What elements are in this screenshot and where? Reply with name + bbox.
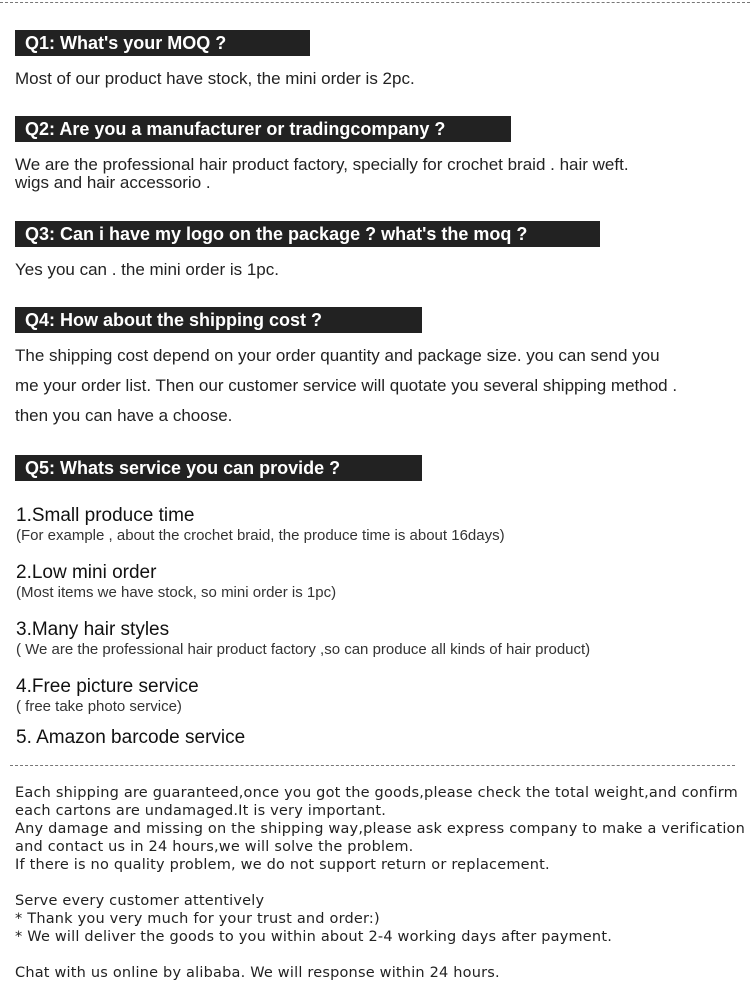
note-line: Any damage and missing on the shipping way,please ask express company to make a verification (15, 821, 746, 837)
service-title-2: 2.Low mini order (16, 562, 157, 583)
service-detail-4: ( free take photo service) (16, 698, 182, 715)
service-title-1: 1.Small produce time (16, 505, 195, 526)
service-title-4: 4.Free picture service (16, 676, 199, 697)
answer-line: Yes you can . the mini order is 1pc. (15, 260, 279, 279)
service-title-5: 5. Amazon barcode service (16, 727, 246, 748)
note-line: Serve every customer attentively (15, 893, 265, 909)
service-detail-2: (Most items we have stock, so mini order is 1pc) (16, 584, 337, 601)
note-line: If there is no quality problem, we do not support return or replacement. (15, 857, 550, 873)
note-line: each cartons are undamaged.It is very important. (15, 803, 387, 819)
answer-line: We are the professional hair product factory, specially for crochet braid . hair weft. (15, 155, 629, 174)
service-detail-3: ( We are the professional hair product factory ,so can produce all kinds of hair product) (16, 641, 591, 658)
faq-answer-3 (15, 261, 279, 279)
answer-line: The shipping cost depend on your order quantity and package size. you can send you (15, 346, 660, 365)
note-line: * We will deliver the goods to you within about 2-4 working days after payment. (15, 929, 613, 945)
faq-question-3: Q3: Can i have my logo on the package ? what's the moq ? (15, 221, 600, 247)
note-line: Each shipping are guaranteed,once you got the goods,please check the total weight,and confirm (15, 785, 738, 801)
contact-note: Chat with us online by alibaba. We will response within 24 hours. (15, 965, 500, 981)
faq-answer-4 (15, 341, 677, 431)
faq-question-5: Q5: Whats service you can provide ? (15, 455, 422, 481)
faq-question-1: Q1: What's your MOQ ? (15, 30, 310, 56)
shipping-notes (15, 784, 745, 982)
top-dashed-divider (0, 2, 750, 3)
faq-question-4: Q4: How about the shipping cost ? (15, 307, 422, 333)
faq-question-2: Q2: Are you a manufacturer or tradingcompany ? (15, 116, 511, 142)
service-detail-1: (For example , about the crochet braid, the produce time is about 16days) (16, 527, 505, 544)
faq-answer-1 (15, 70, 415, 88)
answer-line: Most of our product have stock, the mini order is 2pc. (15, 69, 415, 88)
answer-line: wigs and hair accessorio . (15, 173, 211, 192)
section-dashed-divider (10, 765, 735, 766)
service-title-3: 3.Many hair styles (16, 619, 170, 640)
note-line: * Thank you very much for your trust and order:) (15, 911, 380, 927)
note-line: and contact us in 24 hours,we will solve the problem. (15, 839, 414, 855)
faq-answer-2 (15, 156, 629, 192)
answer-line: then you can have a choose. (15, 406, 233, 425)
answer-line: me your order list. Then our customer service will quotate you several shipping method . (15, 376, 678, 395)
